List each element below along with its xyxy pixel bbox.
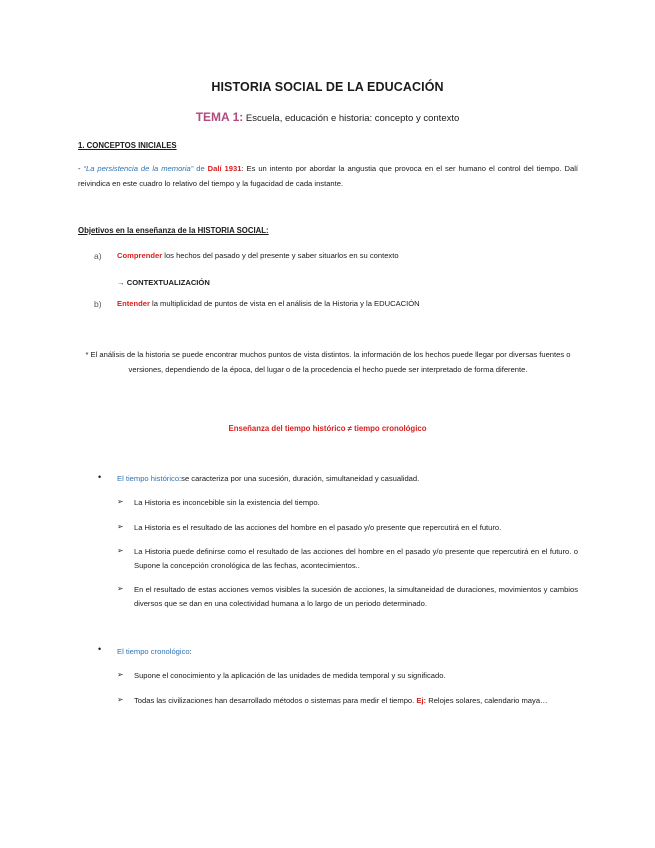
example-label: Ej:	[416, 696, 427, 705]
note-paragraph: * El análisis de la historia se puede encontrar muchos puntos de vista distintos. la información de los hechos puede llegar por diversas fuentes o versiones, dependiendo de la época, del lugar o de la procedencia el hecho puede ser interpretado de forma diferente.	[85, 350, 571, 374]
arrow-bullet-icon: ➢	[117, 670, 124, 679]
contextualization-arrow: → CONTEXTUALIZACIÓN	[117, 278, 210, 287]
objective-b-letter: b)	[94, 299, 102, 309]
topic-label: TEMA 1:	[195, 110, 244, 124]
red-heading: Enseñanza del tiempo histórico ≠ tiempo cronológico	[228, 424, 427, 433]
de-text: de	[193, 164, 208, 173]
section-heading: 1. CONCEPTOS INICIALES	[78, 141, 177, 150]
painting-author: Dalí 1931	[207, 164, 242, 173]
bullet-icon: •	[98, 472, 102, 482]
historical-item: La Historia puede definirse como el resultado de las acciones del hombre en el pasado y/o presente que repercutirá en el futuro. o Supone la concepción cronológica de las fechas, acontecimientos..	[134, 547, 578, 570]
arrow-bullet-icon: ➢	[117, 497, 124, 506]
example-text: Relojes solares, calendario maya…	[426, 696, 548, 705]
chronological-time-colon: :	[189, 647, 192, 656]
chronological-time-heading	[117, 647, 192, 656]
objective-b-key: Entender	[117, 299, 150, 308]
historical-item: En el resultado de estas acciones vemos visibles la sucesión de acciones, la simultaneidad de duraciones, movimientos y cambios diversos que se dan en una colectividad humana a lo largo de un periodo determinado.	[134, 585, 578, 608]
chronological-time-label: El tiempo cronológico	[117, 647, 190, 656]
chronological-item-text: Todas las civilizaciones han desarrollado métodos o sistemas para medir el tiempo.	[134, 696, 417, 705]
historical-item: La Historia es el resultado de las acciones del hombre en el pasado y/o presente que repercutirá en el futuro.	[134, 523, 502, 532]
objective-a-text: los hechos del pasado y del presente y saber situarlos en su contexto	[162, 251, 399, 260]
arrow-bullet-icon: ➢	[117, 584, 124, 593]
dash: -	[78, 164, 84, 173]
chronological-item	[134, 694, 578, 708]
objective-a-key: Comprender	[117, 251, 163, 260]
arrow-bullet-icon: ➢	[117, 546, 124, 555]
topic-heading	[0, 110, 655, 124]
painting-title: “La persistencia de la memoria”	[83, 164, 194, 173]
topic-text: Escuela, educación e historia: concepto y contexto	[245, 113, 460, 124]
chronological-item: Supone el conocimiento y la aplicación de las unidades de medida temporal y su significado.	[134, 671, 446, 680]
objective-a-letter: a)	[94, 251, 102, 261]
historical-time-text: :se caracteriza por una sucesión, duración, simultaneidad y casualidad.	[179, 474, 420, 483]
historical-time-definition	[117, 474, 419, 483]
arrow-bullet-icon: ➢	[117, 522, 124, 531]
intro-text: : Es un intento por abordar la angustia que provoca en el ser humano el control del tiempo. Dalí reivindica en este cuadro lo relativo del tiempo y la fugacidad de cada instante.	[78, 164, 579, 188]
historical-time-label: El tiempo histórico	[117, 474, 180, 483]
document-title: HISTORIA SOCIAL DE LA EDUCACIÓN	[211, 80, 444, 94]
bullet-icon: •	[98, 644, 102, 654]
historical-item: La Historia es inconcebible sin la existencia del tiempo.	[134, 498, 320, 507]
objective-b	[117, 299, 420, 308]
objectives-heading: Objetivos en la enseñanza de la HISTORIA SOCIAL:	[78, 226, 269, 235]
arrow-bullet-icon: ➢	[117, 695, 124, 704]
objective-a	[117, 251, 399, 260]
objective-b-text: la multiplicidad de puntos de vista en el análisis de la Historia y la EDUCACIÓN	[149, 299, 420, 308]
intro-paragraph	[78, 161, 578, 191]
